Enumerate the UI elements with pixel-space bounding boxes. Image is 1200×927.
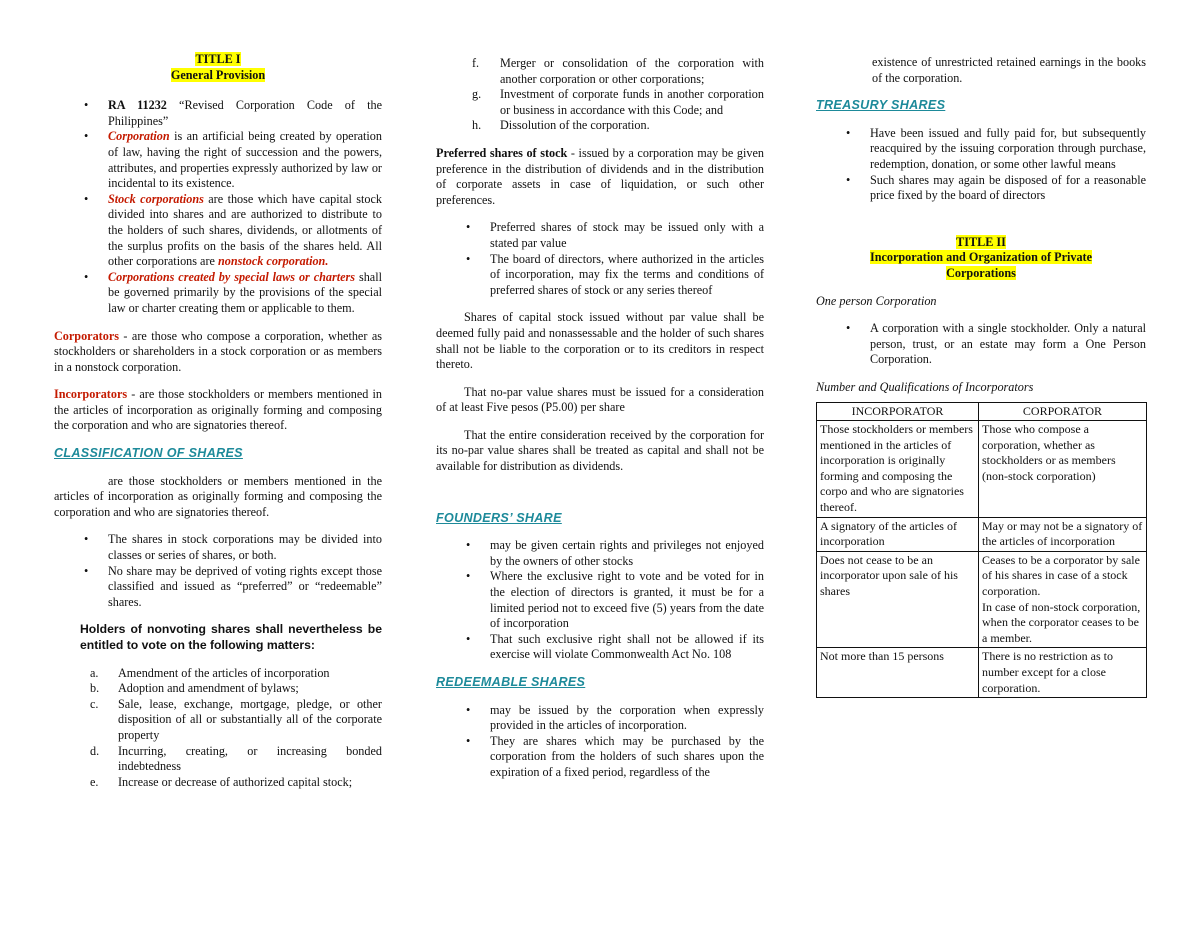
incorporator-corporator-table — [816, 402, 1147, 699]
title-2-line1: TITLE II — [956, 234, 1006, 249]
list-item: • Have been issued and fully paid for, but subsequently reacquired by the issuing corporation through purchase, redemption, donation, or some other lawful means — [816, 126, 1146, 173]
table-cell: There is no restriction as to number except for a close corporation. — [979, 648, 1147, 698]
heading-text: CLASSIFICATION OF SHARES — [54, 446, 243, 461]
column-header-incorporator: INCORPORATOR — [817, 402, 979, 421]
no-par-paragraph-3: That the entire consideration received by the corporation for its no-par value shares shall be treated as capital and shall not be available for distribution as dividends. — [436, 427, 764, 474]
title-2-line2: Incorporation and Organization of Private — [869, 250, 1093, 265]
definition-text: - are those stockholders or members mentioned in the articles of incorporation as originally forming and composing the corporation and who are signatories thereof. — [54, 387, 382, 433]
table-header-row — [817, 402, 1147, 421]
list-marker: e. — [90, 774, 99, 789]
definition-text: - issued by a corporation may be given preference in the distribution of dividends and in the distribution of corporate assets in case of liquidation, or such other preferences. — [436, 145, 764, 207]
general-provision-list — [54, 98, 382, 316]
list-marker: f. — [472, 56, 480, 70]
term-special-corporations: Corporations created by special laws or charters — [108, 269, 356, 284]
column-3 — [816, 55, 1146, 698]
redeemable-list — [436, 703, 764, 781]
founders-heading — [436, 511, 764, 527]
list-item: • Preferred shares of stock may be issued only with a stated par value — [436, 220, 764, 251]
term-nonstock: nonstock corporation. — [217, 254, 329, 269]
list-marker: c. — [90, 696, 99, 711]
opc-heading: One person Corporation — [816, 293, 937, 308]
list-item — [436, 87, 764, 118]
opc-list — [816, 321, 1146, 368]
table-row — [817, 517, 1147, 551]
table-cell: May or may not be a signatory of the articles of incorporation — [979, 517, 1147, 551]
list-item: • No share may be deprived of voting rights except those classified and issued as “preferred” or “redeemable” shares. — [54, 564, 382, 611]
table-row — [817, 648, 1147, 698]
list-text: Merger or consolidation of the corporation with another corporation or other corporations; — [500, 56, 764, 86]
list-text: Amendment of the articles of incorporation — [118, 665, 330, 680]
title-2 — [816, 235, 1146, 282]
list-item — [54, 129, 382, 191]
title-2-line3: Corporations — [946, 265, 1016, 280]
list-text: Adoption and amendment of bylaws; — [118, 681, 299, 696]
no-par-paragraph-1: Shares of capital stock issued without par value shall be deemed fully paid and nonassessable and the holder of such shares shall not be liable to the corporation or to its creditors in respect thereto. — [436, 310, 764, 372]
classification-heading — [54, 446, 382, 462]
definition-text: is an artificial being created by operation of law, having the right of succession and the powers, attributes, and properties expressly authorized by law or incidental to its existence. — [108, 129, 382, 191]
preferred-definition — [436, 146, 764, 208]
list-item — [54, 666, 382, 682]
matters-list — [54, 666, 382, 791]
list-item — [436, 118, 764, 134]
list-item — [54, 98, 382, 129]
table-cell: Does not cease to be an incorporator upon sale of his shares — [817, 551, 979, 648]
list-item: • The shares in stock corporations may be divided into classes or series of shares, or both. — [54, 532, 382, 563]
list-item: • Such shares may again be disposed of for a reasonable price fixed by the board of directors — [816, 173, 1146, 204]
term-corporators: Corporators — [54, 328, 119, 343]
list-marker: g. — [472, 87, 482, 102]
list-item — [54, 744, 382, 775]
list-marker: d. — [90, 743, 100, 758]
list-item: • That such exclusive right shall not be allowed if its exercise will violate Commonwealth Act No. 108 — [436, 632, 764, 663]
treasury-list — [816, 126, 1146, 204]
list-item — [54, 775, 382, 791]
list-item — [54, 681, 382, 697]
list-text: Incurring, creating, or increasing bonded indebtedness — [118, 743, 382, 774]
column-1 — [54, 52, 382, 790]
list-item — [54, 192, 382, 270]
table-cell: Not more than 15 persons — [817, 648, 979, 698]
term-corporation: Corporation — [108, 129, 170, 144]
term-incorporators: Incorporators — [54, 387, 128, 402]
table-cell: A signatory of the articles of incorporation — [817, 517, 979, 551]
list-text: Investment of corporate funds in another corporation or business in accordance with this Code; and — [500, 87, 764, 117]
list-marker: a. — [90, 665, 99, 680]
title-1 — [54, 52, 382, 83]
founders-list — [436, 538, 764, 663]
heading-text: FOUNDERS’ SHARE — [436, 510, 562, 525]
table-row — [817, 551, 1147, 648]
redeemable-continued: existence of unrestricted retained earnings in the books of the corporation. — [872, 55, 1146, 85]
definition-text: shall be governed primarily by the provisions of the special law or charter creating them or applicable to them. — [108, 269, 382, 315]
list-marker: h. — [472, 118, 482, 133]
classification-text: are those stockholders or members mentioned in the articles of incorporation as originally forming and composing the corporation and who are signatories thereof. — [54, 473, 382, 519]
list-text: Dissolution of the corporation. — [500, 118, 650, 133]
definition-text: - are those who compose a corporation, whether as stockholders or shareholders in a stock corporation or as members in a nonstock corporation. — [54, 328, 382, 374]
list-item — [436, 56, 764, 87]
corporators-definition — [54, 329, 382, 376]
table-cell: Ceases to be a corporator by sale of his shares in case of a stock corporation. In case of non-stock corporation, when the corporator ceases to be a member. — [979, 551, 1147, 648]
column-2 — [436, 52, 764, 781]
table-cell: Those who compose a corporation, whether as stockholders or as members (non-stock corporation) — [979, 421, 1147, 518]
ra-title: “Revised Corporation Code of the Philippines” — [108, 98, 382, 128]
table-row — [817, 421, 1147, 518]
list-item: • A corporation with a single stockholder. Only a natural person, trust, or an estate may form a One Person Corporation. — [816, 321, 1146, 368]
list-marker: b. — [90, 681, 100, 696]
list-text: Increase or decrease of authorized capital stock; — [118, 774, 353, 789]
term-stock-corporations: Stock corporations — [108, 191, 204, 206]
heading-text: TREASURY SHARES — [816, 98, 946, 113]
list-item: • The board of directors, where authorized in the articles of incorporation, may fix the terms and conditions of preferred shares of stock or any series thereof — [436, 252, 764, 299]
ra-number: RA 11232 — [108, 98, 167, 113]
treasury-heading — [816, 98, 1146, 114]
nonvoting-heading: Holders of nonvoting shares shall nevertheless be entitled to vote on the following matters: — [80, 622, 382, 652]
qualifications-heading: Number and Qualifications of Incorporators — [816, 379, 1034, 394]
list-item — [54, 270, 382, 317]
redeemable-heading — [436, 675, 764, 691]
list-text: Sale, lease, exchange, mortgage, pledge, or other disposition of all or substantially all of the corporate property — [118, 696, 382, 742]
list-item — [54, 697, 382, 744]
list-item: • may be issued by the corporation when expressly provided in the articles of incorporation. — [436, 703, 764, 734]
title-1-line1: TITLE I — [195, 52, 241, 66]
definition-text: are those which have capital stock divided into shares and are authorized to distribute to the holders of such shares, dividends, or allotments of the surplus profits on the basis of the shares held. All other corporations are — [108, 191, 382, 269]
matters-list-continued — [436, 56, 764, 134]
incorporators-definition — [54, 387, 382, 434]
list-item: • Where the exclusive right to vote and be voted for in the election of directors is granted, it must be for a limited period not to exceed five (5) years from the date of incorporation — [436, 569, 764, 631]
list-item: • may be given certain rights and privileges not enjoyed by the owners of other stocks — [436, 538, 764, 569]
shares-list — [54, 532, 382, 610]
preferred-list — [436, 220, 764, 298]
table-cell: Those stockholders or members mentioned in the articles of incorporation is originally forming and composing the corpo and who are signatories thereof. — [817, 421, 979, 518]
heading-text: REDEEMABLE SHARES — [436, 675, 586, 689]
term-preferred-shares: Preferred shares of stock — [436, 145, 568, 160]
list-item: • They are shares which may be purchased by the corporation from the holders of such shares upon the expiration of a fixed period, regardless of the — [436, 734, 764, 781]
title-1-line2: General Provision — [170, 67, 266, 82]
no-par-paragraph-2: That no-par value shares must be issued for a consideration of at least Five pesos (P5.00) per share — [436, 384, 764, 415]
column-header-corporator: CORPORATOR — [979, 402, 1147, 421]
